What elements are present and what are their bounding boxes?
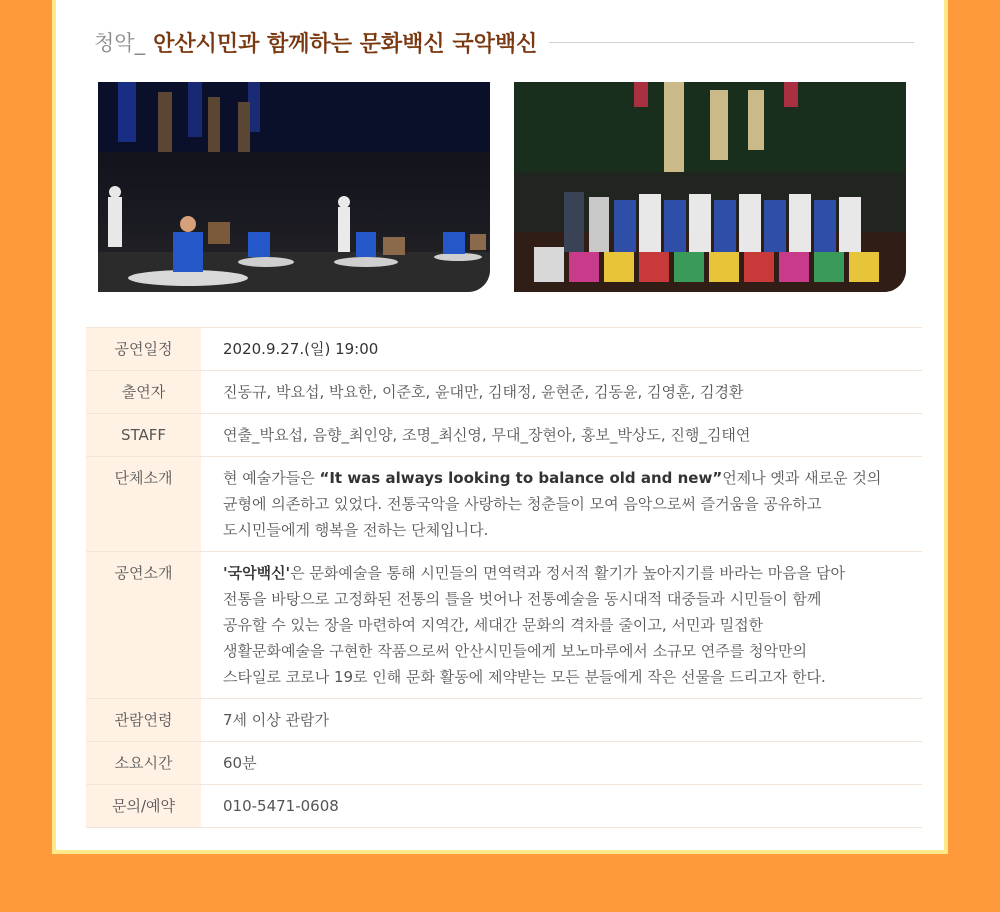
row-value-age: 7세 이상 관람가	[201, 699, 922, 742]
performance-info-table	[86, 327, 922, 828]
row-label: 공연소개	[86, 552, 201, 699]
row-value-schedule: 2020.9.27.(일) 19:00	[201, 328, 922, 371]
table-row	[86, 328, 922, 371]
row-label: 출연자	[86, 371, 201, 414]
title-divider	[549, 42, 914, 43]
title-row	[94, 22, 914, 62]
content-card	[52, 0, 948, 854]
row-label: 문의/예약	[86, 785, 201, 828]
highlight-quote: “It was always looking to balance old and new”	[319, 469, 723, 487]
table-row	[86, 699, 922, 742]
table-row	[86, 552, 922, 699]
performance-photo-stage	[98, 82, 490, 292]
row-label: 단체소개	[86, 457, 201, 552]
row-value-performance-intro: '국악백신'은 문화예술을 통해 시민들의 면역력과 정서적 활기가 높아지기를 바라는 마음을 담아 전통을 바탕으로 고정화된 전통의 틀을 벗어나 전통예술을 동시대적 대중들과 시민들이 함께 공유할 수 있는 장을 마련하여 지역간, 세대간 문화의 격차를 줄이고, 서민과 밀접한 생활문화예술을 구현한 작품으로써 안산시민들에게 보노마루에서 소규모 연주를 청악만의 스타일로 코로나 19로 인해 문화 활동에 제약받는 모든 분들에게 작은 선물을 드리고자 한다.	[201, 552, 922, 699]
title-prefix: 청악_	[94, 31, 146, 55]
table-row	[86, 785, 922, 828]
table-row	[86, 742, 922, 785]
row-value-staff: 연출_박요섭, 음향_최인양, 조명_최신영, 무대_장현아, 홍보_박상도, 진행_김태연	[201, 414, 922, 457]
table-row	[86, 414, 922, 457]
highlight-title: '국악백신'	[223, 564, 291, 582]
table-row	[86, 457, 922, 552]
row-label: 관람연령	[86, 699, 201, 742]
row-value-performers: 진동규, 박요섭, 박요한, 이준호, 윤대만, 김태정, 윤현준, 김동윤, 김영훈, 김경환	[201, 371, 922, 414]
row-label: 소요시간	[86, 742, 201, 785]
row-label: 공연일정	[86, 328, 201, 371]
row-value-group-intro: 현 예술가들은 “It was always looking to balance old and new”언제나 옛과 새로운 것의 균형에 의존하고 있었다. 전통국악을 사랑하는 청춘들이 모여 음악으로써 즐거움을 공유하고 도시민들에게 행복을 전하는 단체입니다.	[201, 457, 922, 552]
performance-photo-group	[514, 82, 906, 292]
page-title: 안산시민과 함께하는 문화백신 국악백신	[153, 31, 538, 57]
table-row	[86, 371, 922, 414]
row-value-contact: 010-5471-0608	[201, 785, 922, 828]
row-value-duration: 60분	[201, 742, 922, 785]
row-label: STAFF	[86, 414, 201, 457]
